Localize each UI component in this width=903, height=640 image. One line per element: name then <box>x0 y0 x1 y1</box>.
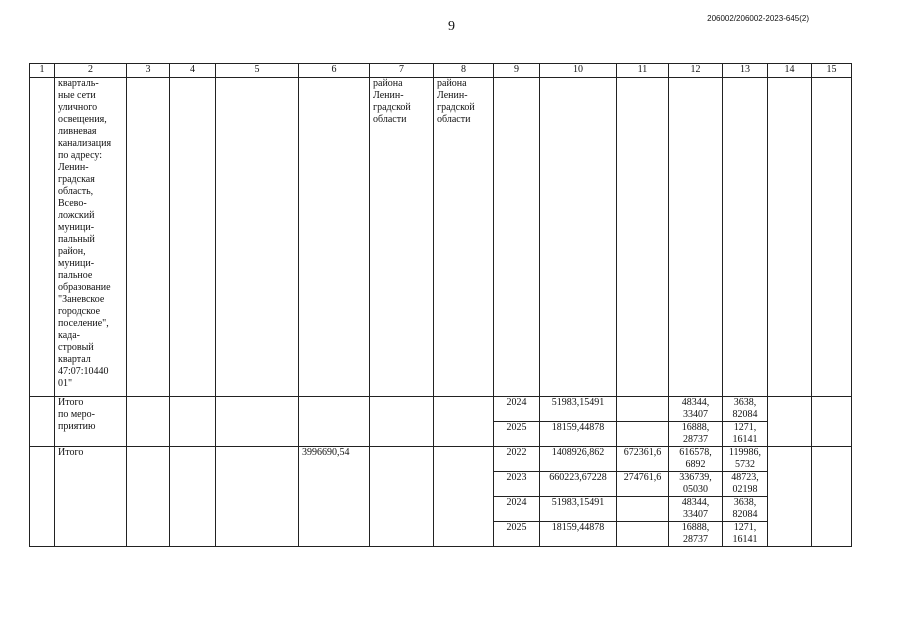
amount-cell <box>617 497 669 522</box>
col-header: 11 <box>617 64 669 78</box>
table-row <box>30 447 852 472</box>
amount-cell: 16888, 28737 <box>669 422 723 447</box>
col-header: 9 <box>494 64 540 78</box>
col-header: 7 <box>370 64 434 78</box>
amount-cell <box>617 397 669 422</box>
col-header: 12 <box>669 64 723 78</box>
header-row <box>30 64 852 78</box>
table-row <box>30 397 852 422</box>
col-header: 6 <box>299 64 370 78</box>
col-header: 2 <box>55 64 127 78</box>
year-cell: 2025 <box>494 522 540 547</box>
amount-cell: 1271, 16141 <box>723 522 768 547</box>
col-header: 15 <box>812 64 852 78</box>
amount-cell: 274761,6 <box>617 472 669 497</box>
col-header: 13 <box>723 64 768 78</box>
amount-cell: 3638, 82084 <box>723 397 768 422</box>
amount-cell: 48344, 33407 <box>669 397 723 422</box>
table-row <box>30 78 852 397</box>
district-cell: района Ленин- градской области <box>370 78 434 397</box>
col-header: 14 <box>768 64 812 78</box>
document-id: 206002/206002-2023-645(2) <box>707 14 809 23</box>
district-cell: района Ленин- градской области <box>434 78 494 397</box>
amount-cell: 3638, 82084 <box>723 497 768 522</box>
subtotal-label: Итого по меро- приятию <box>55 397 127 447</box>
amount-cell: 1408926,862 <box>540 447 617 472</box>
amount-cell: 1271, 16141 <box>723 422 768 447</box>
amount-cell: 672361,6 <box>617 447 669 472</box>
col-header: 10 <box>540 64 617 78</box>
amount-cell <box>617 522 669 547</box>
amount-cell: 119986, 5732 <box>723 447 768 472</box>
amount-cell: 336739, 05030 <box>669 472 723 497</box>
year-cell: 2024 <box>494 397 540 422</box>
budget-table <box>29 63 852 547</box>
amount-cell: 18159,44878 <box>540 522 617 547</box>
col-header: 1 <box>30 64 55 78</box>
total-cost-cell: 3996690,54 <box>299 447 370 547</box>
col-header: 8 <box>434 64 494 78</box>
year-cell: 2025 <box>494 422 540 447</box>
amount-cell: 616578, 6892 <box>669 447 723 472</box>
amount-cell: 660223,67228 <box>540 472 617 497</box>
year-cell: 2022 <box>494 447 540 472</box>
amount-cell: 48723, 02198 <box>723 472 768 497</box>
amount-cell: 18159,44878 <box>540 422 617 447</box>
amount-cell: 51983,15491 <box>540 397 617 422</box>
col-header: 5 <box>216 64 299 78</box>
page-number: 9 <box>448 19 455 34</box>
year-cell: 2024 <box>494 497 540 522</box>
amount-cell: 51983,15491 <box>540 497 617 522</box>
amount-cell: 16888, 28737 <box>669 522 723 547</box>
col-header: 4 <box>170 64 216 78</box>
total-label: Итого <box>55 447 127 547</box>
object-description: кварталь- ные сети уличного освещения, ливневая канализация по адресу: Ленин- градская область, Всево- ложский муници- пальный район, муници- пальное образование "Заневское городское поселение", када- стровый квартал 47:07:10440 01" <box>55 78 127 397</box>
amount-cell: 48344, 33407 <box>669 497 723 522</box>
col-header: 3 <box>127 64 170 78</box>
amount-cell <box>617 422 669 447</box>
year-cell: 2023 <box>494 472 540 497</box>
